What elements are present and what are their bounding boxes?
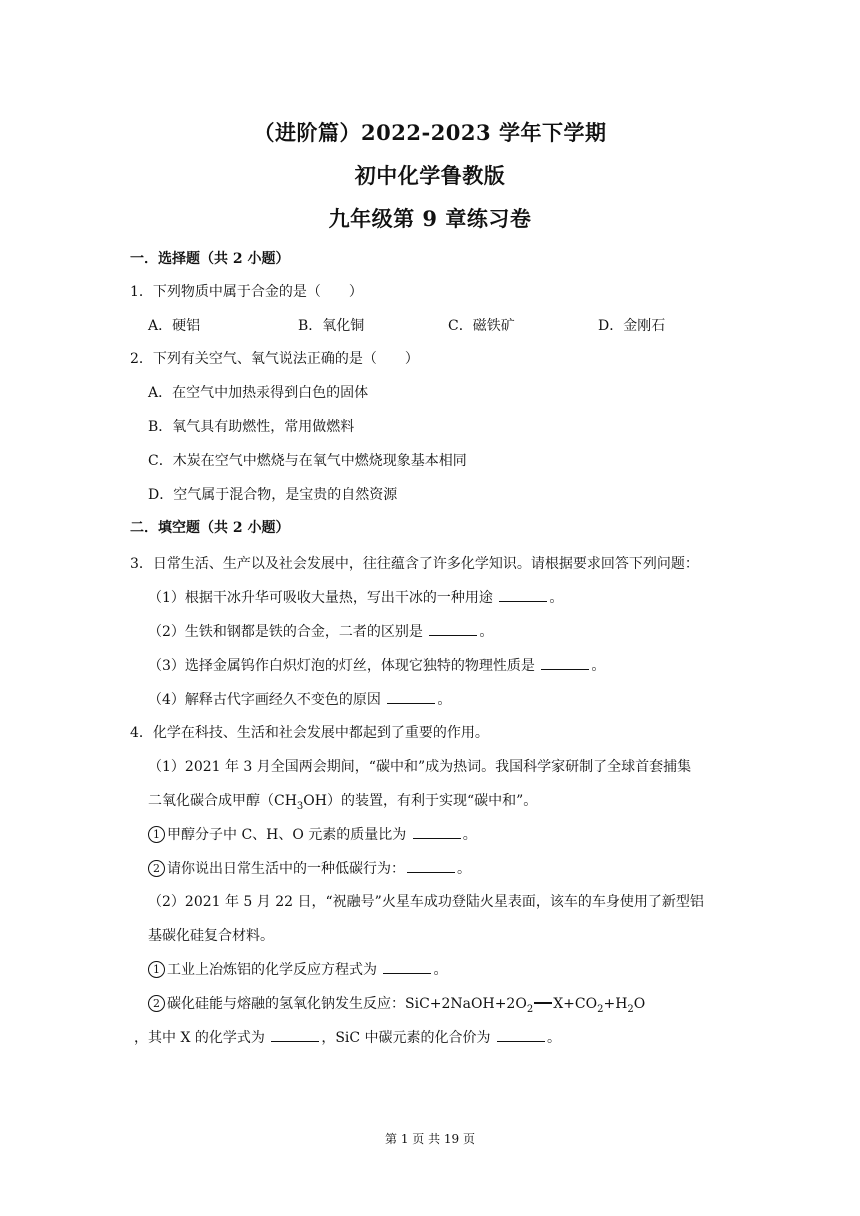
q4-part2-item2-text: 碳化硅能与熔融的氢氧化钠发生反应：SiC+2NaOH+2O — [167, 996, 527, 1012]
q4-part2-item1 — [148, 959, 447, 979]
q2-option-d: D．空气属于混合物，是宝贵的自然资源 — [148, 487, 398, 503]
answer-blank — [383, 961, 431, 974]
q2-option-a: A．在空气中加热汞得到白色的固体 — [148, 385, 369, 401]
subscript: 3 — [296, 800, 304, 812]
circled-number-1: 1 — [148, 961, 165, 978]
equation-part: O — [633, 996, 646, 1012]
period: 。 — [457, 861, 471, 877]
q2-option-b: B．氧气具有助燃性，常用做燃料 — [148, 419, 355, 435]
page-footer: 第 1 页 共 19 页 — [385, 1132, 475, 1146]
q4-part1-item2-text: 请你说出日常生活中的一种低碳行为： — [167, 861, 405, 877]
q3-item-1 — [148, 587, 563, 607]
q4-part2-item2-l2b: ，SiC 中碳元素的化合价为 — [321, 1030, 491, 1046]
period: 。 — [437, 692, 452, 708]
equation-part: +H — [603, 996, 628, 1012]
q4-part1-line2b: OH）的装置，有利于实现“碳中和”。 — [303, 793, 538, 809]
subscript: 2 — [526, 1003, 534, 1015]
answer-blank — [407, 860, 455, 873]
question-1-stem: 1．下列物质中属于合金的是（ ） — [130, 284, 363, 300]
period: 。 — [479, 624, 494, 640]
doc-title-line2: 初中化学鲁教版 — [354, 163, 506, 188]
reaction-equals-sign — [534, 1002, 552, 1004]
q4-part2-line1: （2）2021 年 5 月 22 日，“祝融号”火星车成功登陆火星表面，该车的车身使用了新型铝 — [148, 894, 704, 910]
period: 。 — [433, 962, 448, 978]
answer-blank — [413, 826, 461, 839]
circled-number-2: 2 — [148, 860, 165, 877]
q3-item-2 — [148, 621, 493, 641]
circled-number-1: 1 — [148, 826, 165, 843]
equation-part: X+CO — [553, 996, 598, 1012]
q4-part1-item1 — [148, 824, 477, 844]
q1-option-d: D．金刚石 — [598, 318, 666, 334]
question-2-stem: 2．下列有关空气、氧气说法正确的是（ ） — [130, 351, 419, 367]
q4-part2-item1-text: 工业上冶炼铝的化学反应方程式为 — [167, 962, 377, 978]
answer-blank — [541, 657, 589, 670]
q1-option-a: A．硬铝 — [148, 318, 201, 334]
question-4-stem: 4．化学在科技、生活和社会发展中都起到了重要的作用。 — [130, 725, 489, 741]
q4-part1-line2 — [148, 790, 537, 812]
answer-blank — [429, 623, 477, 636]
q3-item-3-text: （3）选择金属钨作白炽灯泡的灯丝，体现它独特的物理性质是 — [148, 658, 535, 674]
answer-blank — [387, 691, 435, 704]
doc-title-line3: 九年级第 9 章练习卷 — [328, 206, 532, 231]
period: 。 — [462, 827, 477, 843]
circled-number-2: 2 — [148, 995, 165, 1012]
q4-part1-line1: （1）2021 年 3 月全国两会期间，“碳中和”成为热词。我国科学家研制了全球首套捕集 — [148, 759, 692, 775]
q4-part2-item2-l2a: ，其中 X 的化学式为 — [134, 1030, 265, 1046]
period: 。 — [547, 1030, 562, 1046]
q3-item-4-text: （4）解释古代字画经久不变色的原因 — [148, 692, 381, 708]
answer-blank — [497, 1029, 545, 1042]
q3-item-1-text: （1）根据干冰升华可吸收大量热，写出干冰的一种用途 — [148, 590, 493, 606]
subscript: 2 — [597, 1003, 604, 1015]
q1-option-b: B．氧化铜 — [298, 318, 365, 334]
q4-part2-line2: 基碳化硅复合材料。 — [148, 928, 274, 944]
q4-part1-line2a: 二氧化碳合成甲醇（CH — [148, 793, 297, 809]
q4-part2-item2-line2 — [134, 1027, 561, 1047]
period: 。 — [591, 658, 606, 674]
doc-title-line1: （进阶篇）2022-2023 学年下学期 — [253, 120, 607, 145]
q4-part1-item2 — [148, 858, 471, 878]
answer-blank — [271, 1029, 319, 1042]
q1-option-c: C．磁铁矿 — [448, 318, 515, 334]
section-heading-fill: 二．填空题（共 2 小题） — [130, 520, 290, 536]
question-3-stem: 3．日常生活、生产以及社会发展中，往往蕴含了许多化学知识。请根据要求回答下列问题： — [130, 556, 699, 572]
answer-blank — [499, 589, 547, 602]
q2-option-c: C．木炭在空气中燃烧与在氧气中燃烧现象基本相同 — [148, 453, 467, 469]
q3-item-4 — [148, 689, 451, 709]
q3-item-3 — [148, 655, 605, 675]
q4-part1-item1-text: 甲醇分子中 C、H、O 元素的质量比为 — [167, 827, 407, 843]
subscript: 2 — [627, 1003, 634, 1015]
q3-item-2-text: （2）生铁和钢都是铁的合金，二者的区别是 — [148, 624, 423, 640]
q4-part2-item2 — [148, 993, 645, 1015]
period: 。 — [549, 590, 564, 606]
section-heading-choice: 一．选择题（共 2 小题） — [130, 251, 290, 267]
